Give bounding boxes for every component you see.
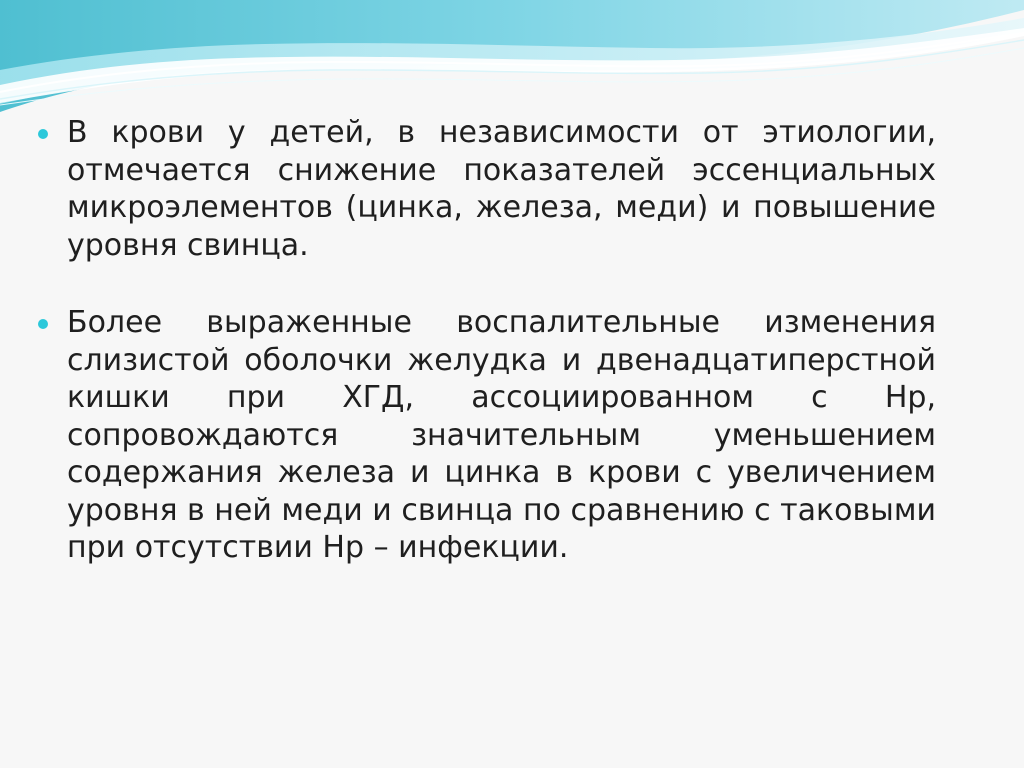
- main-content: [34, 114, 936, 567]
- header-wave-decoration: [0, 0, 1024, 120]
- bullet-dot-icon: [38, 319, 48, 329]
- bullet-text: В крови у детей, в независимости от этиологии, отмечается снижение показателей эссенциальных микроэлементов (цинка, железа, меди) и повышение уровня свинца.: [67, 115, 936, 263]
- bullet-item: [34, 304, 936, 567]
- bullet-item: [34, 114, 936, 264]
- bullet-text: Более выраженные воспалительные изменения слизистой оболочки желудка и двенадцатиперстной кишки при ХГД, ассоциированном с Нр, сопровождаются значительным уменьшением содержания железа и цинка в крови с увеличением уровня в ней меди и свинца по сравнению с таковыми при отсутствии Нр – инфекции.: [67, 305, 936, 565]
- bullet-dot-icon: [38, 129, 48, 139]
